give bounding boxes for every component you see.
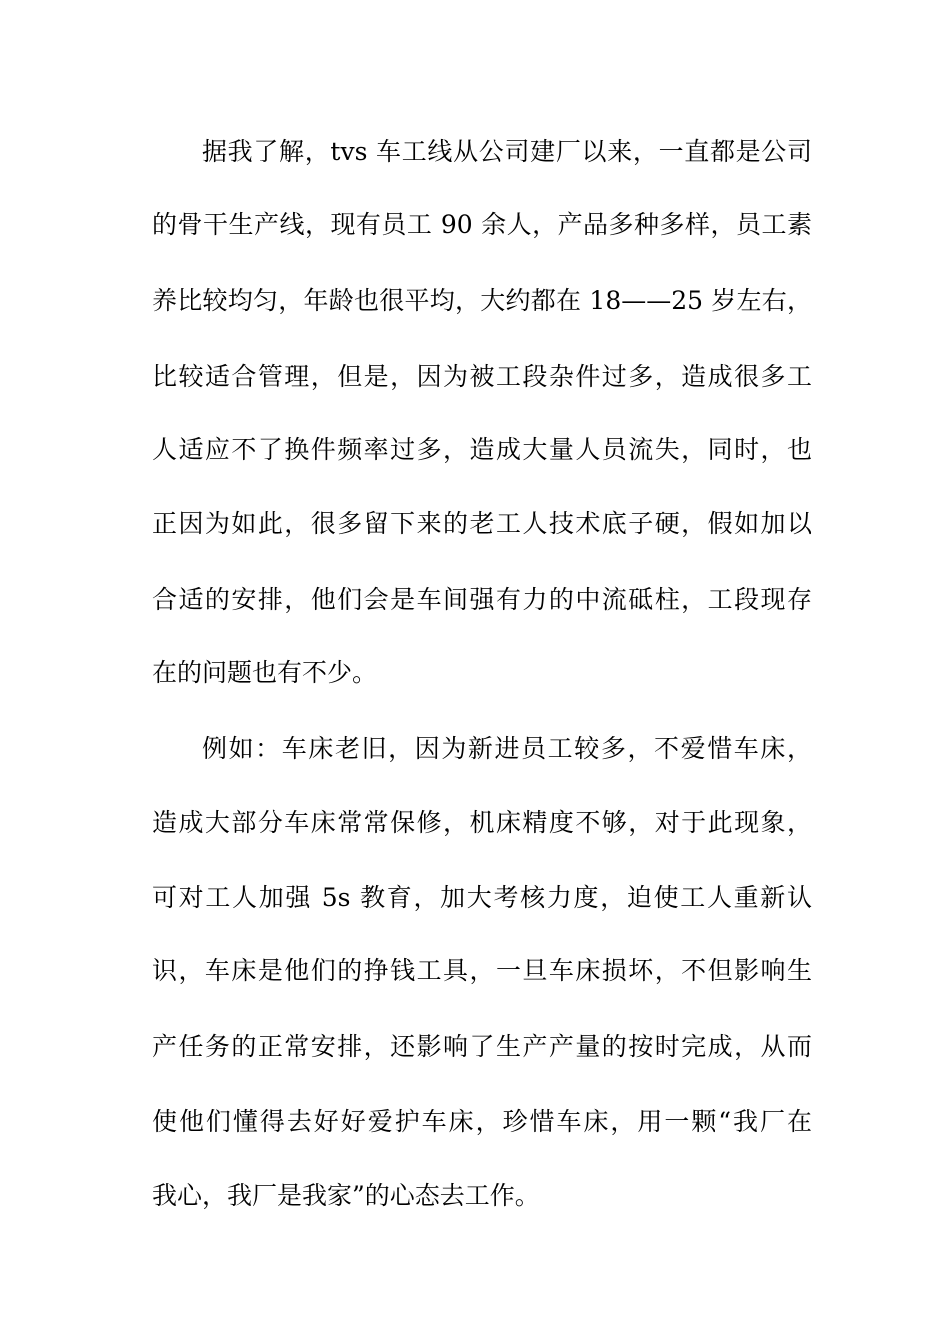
paragraph-line: 比较适合管理，但是，因为被工段杂件过多，造成很多工 bbox=[152, 362, 812, 391]
paragraph-line: 识，车床是他们的挣钱工具，一旦车床损坏，不但影响生 bbox=[152, 956, 812, 985]
paragraph-line: 可对工人加强 5s 教育，加大考核力度，迫使工人重新认 bbox=[152, 883, 812, 912]
paragraph-line: 造成大部分车床常常保修，机床精度不够，对于此现象， bbox=[152, 808, 812, 837]
paragraph-line: 人适应不了换件频率过多，造成大量人员流失，同时，也 bbox=[152, 435, 812, 464]
paragraph-line: 例如：车床老旧，因为新进员工较多，不爱惜车床， bbox=[202, 734, 812, 763]
paragraph-line: 在的问题也有不少。 bbox=[152, 658, 378, 687]
paragraph-line: 据我了解，tvs 车工线从公司建厂以来，一直都是公司 bbox=[202, 137, 812, 166]
paragraph-line: 的骨干生产线，现有员工 90 余人，产品多种多样，员工素 bbox=[152, 210, 812, 239]
paragraph-line: 正因为如此，很多留下来的老工人技术底子硬，假如加以 bbox=[152, 509, 812, 538]
paragraph-line: 使他们懂得去好好爱护车床，珍惜车床，用一颗“我厂在 bbox=[152, 1107, 812, 1136]
paragraph-line: 合适的安排，他们会是车间强有力的中流砥柱，工段现存 bbox=[152, 585, 812, 614]
paragraph-line: 养比较均匀，年龄也很平均，大约都在 18——25 岁左右， bbox=[152, 286, 812, 315]
paragraph-line: 产任务的正常安排，还影响了生产产量的按时完成，从而 bbox=[152, 1032, 812, 1061]
paragraph-line: 我心，我厂是我家”的心态去工作。 bbox=[152, 1181, 540, 1210]
